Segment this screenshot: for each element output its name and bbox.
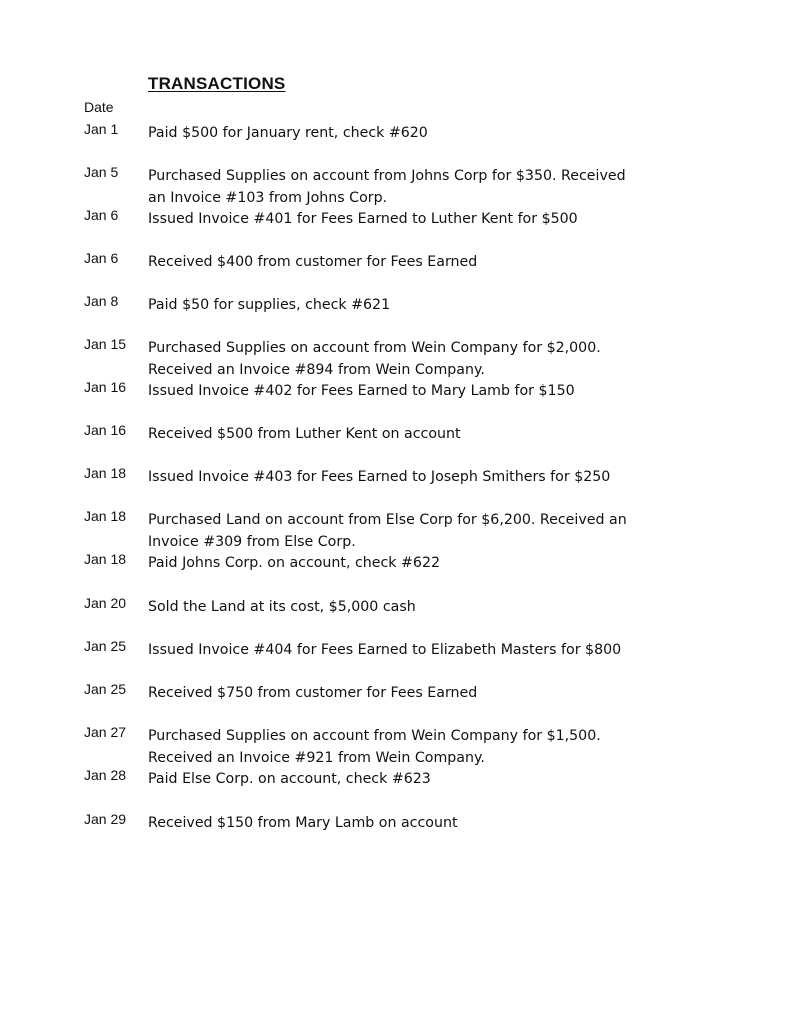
transaction-date: Jan 6 [84, 207, 119, 223]
transaction-date: Jan 20 [84, 595, 127, 611]
transaction-description [148, 208, 668, 230]
description-line: Received $150 from Mary Lamb on account [148, 815, 458, 831]
transaction-description [148, 812, 668, 834]
transaction-date: Jan 29 [84, 811, 127, 827]
transaction-date: Jan 27 [84, 724, 127, 740]
transaction-description [148, 682, 668, 704]
transaction-date: Jan 18 [84, 551, 127, 567]
transaction-description [148, 466, 668, 488]
description-line: Received an Invoice #921 from Wein Company. [148, 750, 485, 766]
transaction-description [148, 639, 668, 661]
description-line: Issued Invoice #401 for Fees Earned to Luther Kent for $500 [148, 211, 578, 227]
transaction-date: Jan 8 [84, 293, 119, 309]
transaction-description [148, 725, 668, 769]
transaction-description [148, 552, 668, 574]
description-line: Paid Johns Corp. on account, check #622 [148, 555, 441, 571]
page-title: TRANSACTIONS [148, 74, 286, 93]
transaction-date: Jan 6 [84, 250, 119, 266]
description-line: Sold the Land at its cost, $5,000 cash [148, 599, 416, 615]
transaction-date: Jan 25 [84, 681, 127, 697]
date-column-header: Date [84, 99, 114, 115]
description-line: Paid $50 for supplies, check #621 [148, 297, 391, 313]
transaction-date: Jan 16 [84, 379, 127, 395]
description-line: Paid $500 for January rent, check #620 [148, 125, 428, 141]
transaction-description [148, 596, 668, 618]
transaction-description [148, 337, 668, 381]
description-line: Received $400 from customer for Fees Earned [148, 254, 478, 270]
transaction-date: Jan 1 [84, 121, 119, 137]
transaction-date: Jan 16 [84, 422, 127, 438]
transaction-description [148, 122, 668, 144]
description-line: Received an Invoice #894 from Wein Company. [148, 362, 485, 378]
description-line: Received $750 from customer for Fees Earned [148, 685, 478, 701]
transaction-description [148, 509, 668, 553]
transaction-description [148, 294, 668, 316]
description-line: Issued Invoice #403 for Fees Earned to Joseph Smithers for $250 [148, 469, 611, 485]
description-line: Paid Else Corp. on account, check #623 [148, 771, 431, 787]
description-line: Invoice #309 from Else Corp. [148, 534, 356, 550]
description-line: Purchased Supplies on account from Wein Company for $2,000. [148, 340, 601, 356]
description-line: an Invoice #103 from Johns Corp. [148, 190, 388, 206]
transaction-date: Jan 25 [84, 638, 127, 654]
description-line: Issued Invoice #404 for Fees Earned to Elizabeth Masters for $800 [148, 642, 622, 658]
transaction-description [148, 380, 668, 402]
transaction-date: Jan 28 [84, 767, 127, 783]
description-line: Purchased Supplies on account from Johns Corp for $350. Received [148, 168, 626, 184]
description-line: Issued Invoice #402 for Fees Earned to Mary Lamb for $150 [148, 383, 575, 399]
description-line: Purchased Supplies on account from Wein Company for $1,500. [148, 728, 601, 744]
transaction-description [148, 768, 668, 790]
transaction-description [148, 165, 668, 209]
transaction-date: Jan 5 [84, 164, 119, 180]
description-line: Purchased Land on account from Else Corp for $6,200. Received an [148, 512, 627, 528]
transaction-date: Jan 18 [84, 465, 127, 481]
transaction-description [148, 423, 668, 445]
transaction-description [148, 251, 668, 273]
transaction-date: Jan 18 [84, 508, 127, 524]
transaction-date: Jan 15 [84, 336, 127, 352]
description-line: Received $500 from Luther Kent on account [148, 426, 461, 442]
